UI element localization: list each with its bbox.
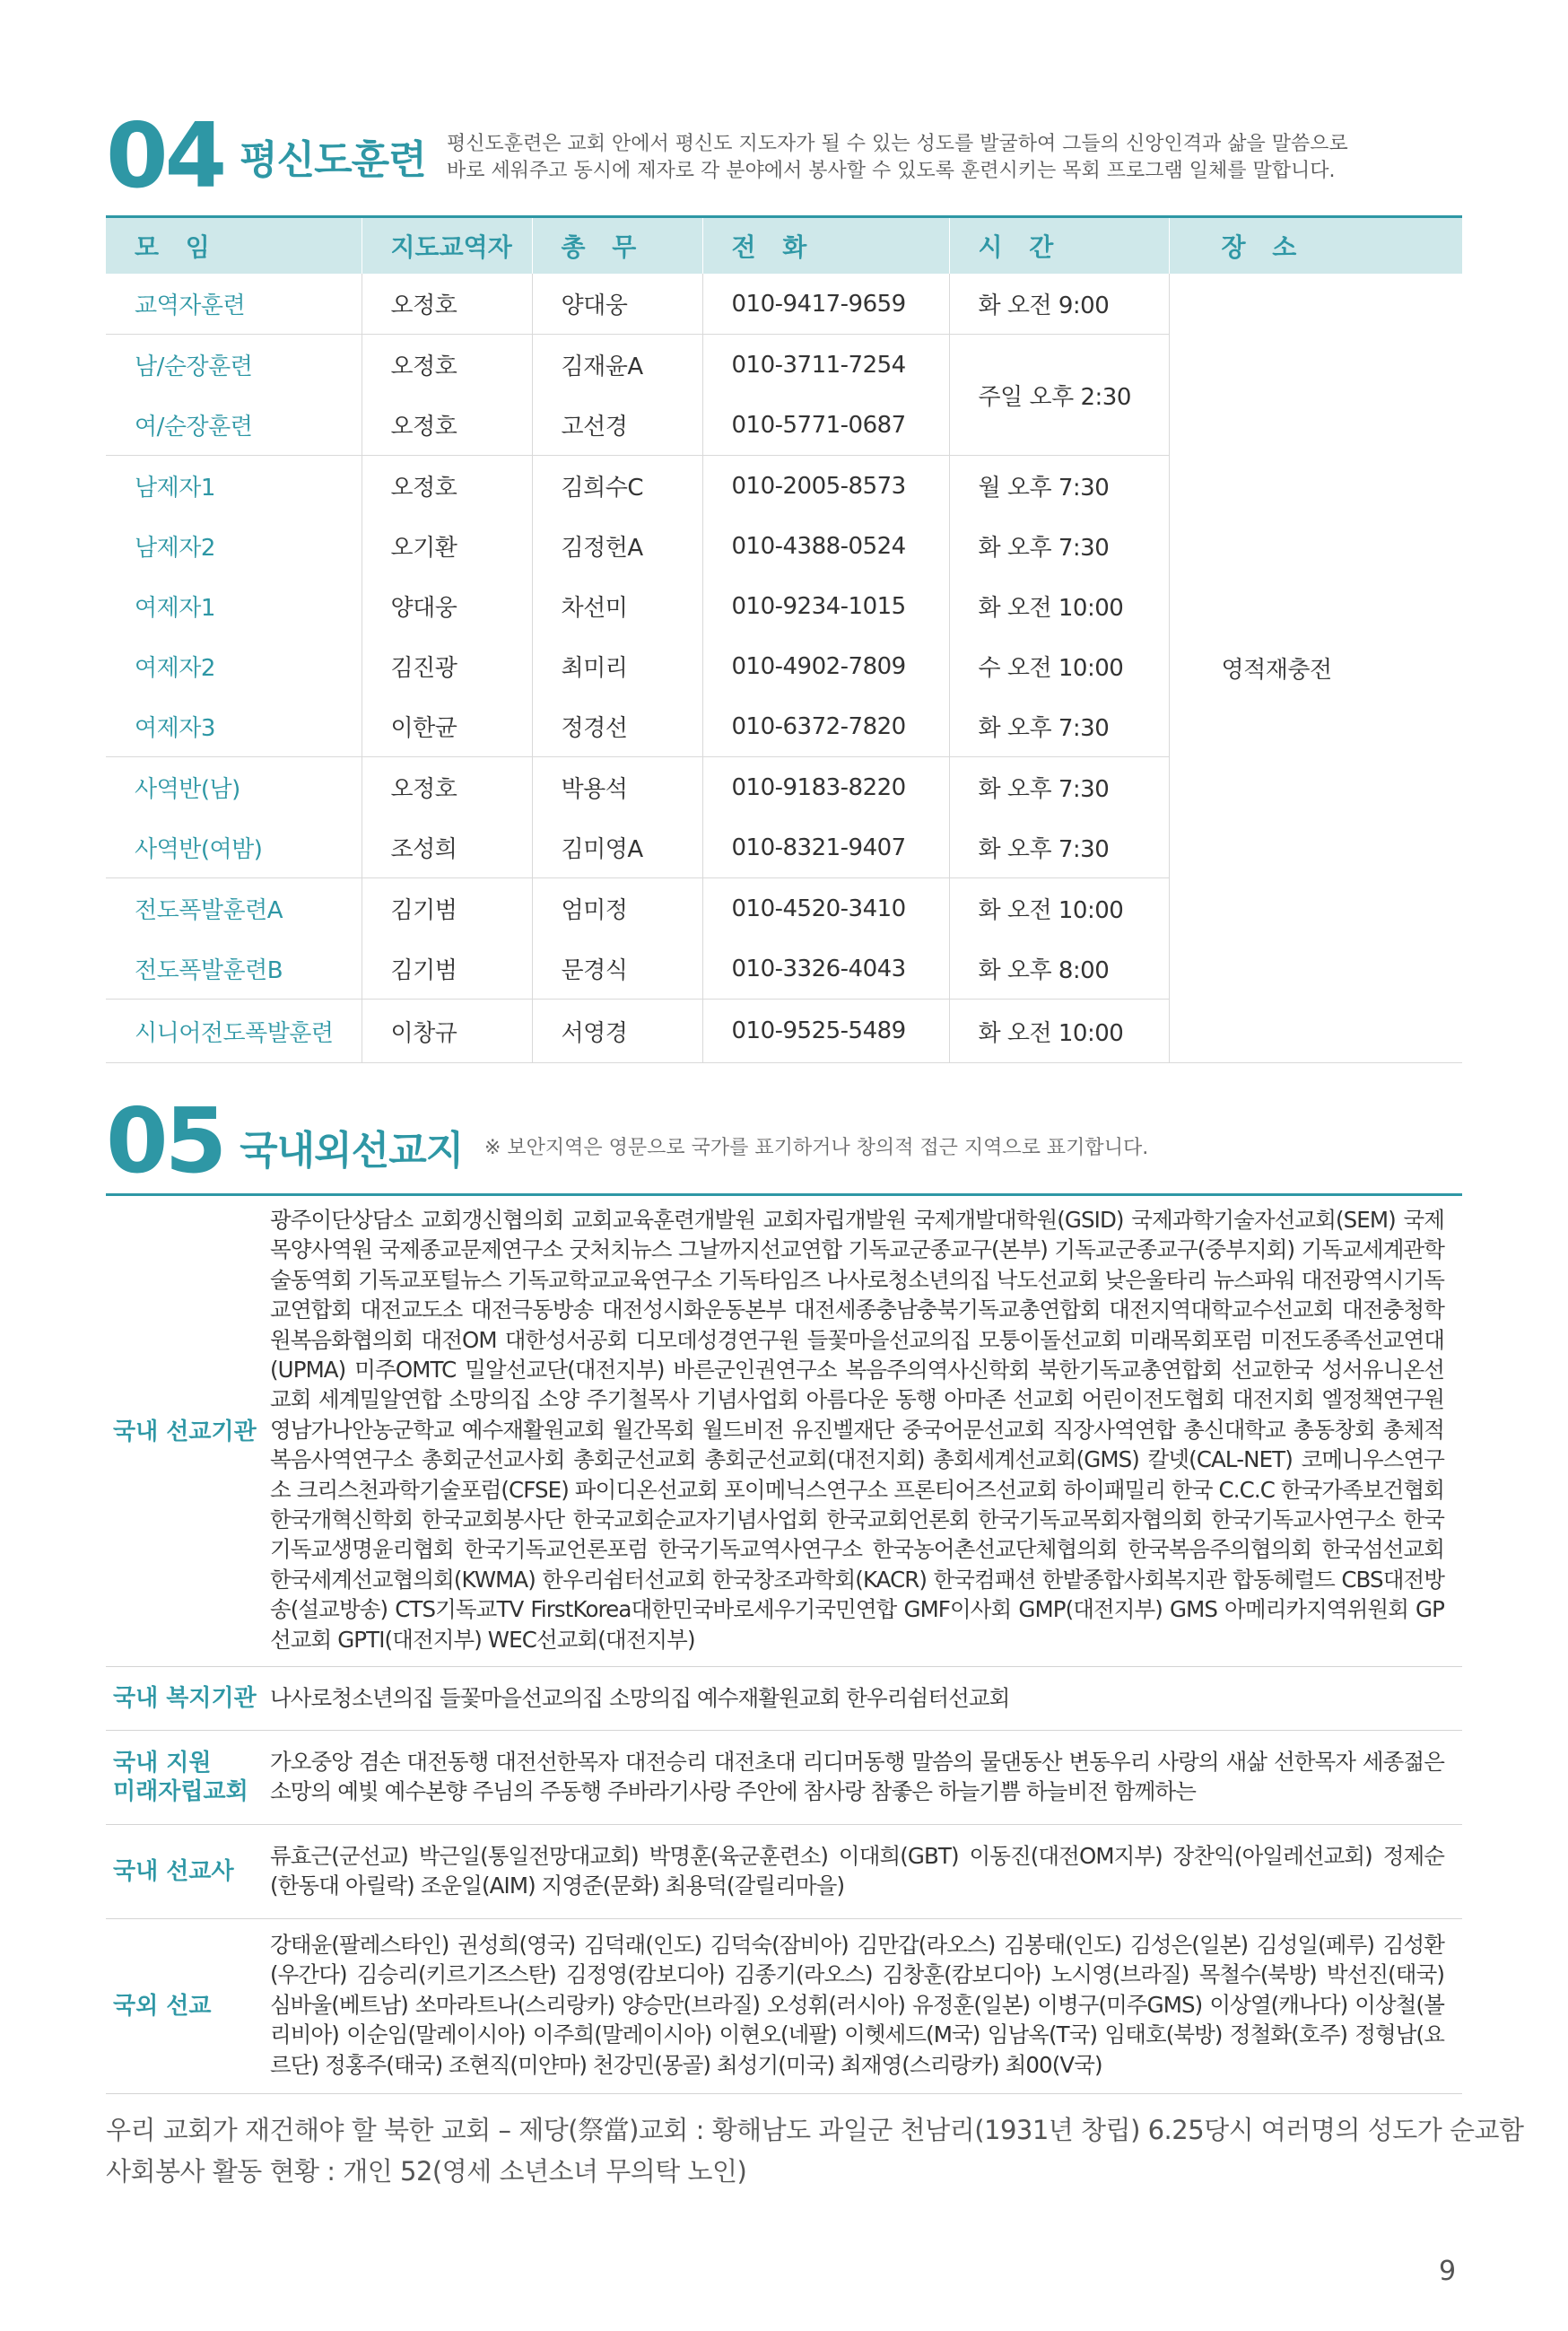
place-cell: 영적재충전	[1169, 274, 1462, 1063]
table-row: 사역반(여밤) 조성희 김미영A 010-8321-9407 화 오후 7:30	[106, 817, 1462, 878]
section-05-header	[106, 1088, 464, 1193]
row-label: 국내 선교기관	[113, 1419, 257, 1445]
table-row: 남제자2 오기환 김정헌A 010-4388-0524 화 오후 7:30	[106, 516, 1462, 576]
table-row: 남제자1 오정호 김희수C 010-2005-8573 월 오후 7:30	[106, 456, 1462, 517]
footer-north-church: 우리 교회가 재건해야 할 북한 교회 – 제당(祭當)교회 : 황해남도 과일군 천남리(1931년 창립) 6.25당시 여러명의 성도가 순교함	[106, 2115, 1524, 2145]
table-row: 전도폭발훈련A 김기범 엄미정 010-4520-3410 화 오전 10:00	[106, 878, 1462, 939]
row-label: 국내 복지기관	[113, 1685, 257, 1712]
section-number: 04	[106, 103, 224, 208]
table-row: 교역자훈련 오정호 양대웅 010-9417-9659 화 오전 9:00 영적재충전	[106, 274, 1462, 335]
table-row: 여제자3 이한균 정경선 010-6372-7820 화 오후 7:30	[106, 696, 1462, 757]
section-description: 평신도훈련은 교회 안에서 평신도 지도자가 될 수 있는 성도를 발굴하여 그들의 신앙인격과 삶을 말씀으로 바로 세워주고 동시에 제자로 각 분야에서 봉사할 수 있도록 훈련시키는 목회 프로그램 일체를 말합니다.	[447, 133, 1348, 182]
merged-time-cell: 주일 오후 2:30	[949, 335, 1169, 456]
col-header-time: 시 간	[949, 217, 1169, 275]
footer-social-service: 사회봉사 활동 현황 : 개인 52(영세 소년소녀 무의탁 노인)	[106, 2156, 747, 2187]
security-note: ※ 보안지역은 영문으로 국가를 표기하거나 창의적 접근 지역으로 표기합니다.	[484, 1137, 1149, 1159]
row-label: 국내 선교사	[113, 1858, 234, 1885]
row-label: 국내 지원 미래자립교회	[113, 1750, 248, 1805]
section-number: 05	[106, 1088, 224, 1193]
table-row: 시니어전도폭발훈련 이창규 서영경 010-9525-5489 화 오전 10:00	[106, 1000, 1462, 1063]
section-04-header	[106, 103, 426, 208]
table-row: 여제자1 양대웅 차선미 010-9234-1015 화 오전 10:00	[106, 576, 1462, 636]
row-domestic-missionaries	[106, 1825, 1462, 1919]
training-table	[106, 215, 1462, 1063]
table-row: 사역반(남) 오정호 박용석 010-9183-8220 화 오후 7:30	[106, 757, 1462, 818]
row-label: 국외 선교	[113, 1993, 212, 2020]
table-header-row	[106, 217, 1462, 275]
row-text: 광주이단상담소 교회갱신협의회 교회교육훈련개발원 교회자립개발원 국제개발대학원(GSID) 국제과학기술자선교회(SEM) 국제목양사역원 국제종교문제연구소 굿처치뉴스 그날까지선교연합 기독교군종교구(본부) 기독교군종교구(중부지회) 기독교세계관학술동역회 기독교포털뉴스 기독교학교교육연구소 기독타임즈 나사로청소년의집 낙도선교회 낮은울타리 뉴스파워 대전광역시기독교연합회 대전교도소 대전극동방송 대전성시화운동본부 대전세종충남충북기독교총연합회 대전지역대학교수선교회 대전충청학원복음화협의회 대전OM 대한성서공회 디모데성경연구원 들꽃마을선교의집 모퉁이돌선교회 미래목회포럼 미전도종족선교연대(UPMA) 미주OMTC 밀알선교단(대전지부) 바른군인권연구소 복음주의역사신학회 북한기독교총연합회 선교한국 성서유니온선교회 세계밀알연합 소망의집 소양 주기철목사 기념사업회 아름다운 동행 아마존 선교회 어린이전도협회 대전지회 엘정책연구원 영남가나안농군학교 예수재활원교회 월간목회 월드비전 유진벨재단 중국어문선교회 직장사역연합 총신대학교 총동창회 총체적복음사역연구소 총회군선교사회 총회군선교회 총회군선교회(대전지회) 총회세계선교회(GMS) 칼넷(CAL-NET) 코메니우스연구소 크리스천과학기술포럼(CFSE) 파이디온선교회 포이메닉스연구소 프론티어즈선교회 하이패밀리 한국 C.C.C 한국가족보건협회 한국개혁신학회 한국교회봉사단 한국교회순교자기념사업회 한국교회언론회 한국기독교목회자협의회 한국기독교사연구소 한국기독교생명윤리협회 한국기독교언론포럼 한국기독교역사연구소 한국농어촌선교단체협의회 한국복음주의협의회 한국섬선교회 한국세계선교협의회(KWMA) 한우리쉼터선교회 한국창조과학회(KACR) 한국컴패션 한밭종합사회복지관 합동헤럴드 CBS대전방송(설교방송) CTS기독교TV FirstKorea대한민국바로세우기국민연합 GMF이사회 GMP(대전지부) GMS 아메리카지역위원회 GP선교회 GPTI(대전지부) WEC선교회(대전지부)	[270, 1207, 1444, 1653]
col-header-group: 모 임	[106, 217, 362, 275]
table-row: 남/순장훈련 오정호 김재윤A 010-3711-7254 주일 오후 2:30	[106, 335, 1462, 396]
row-domestic-welfare	[106, 1667, 1462, 1731]
col-header-leader: 지도교역자	[362, 217, 532, 275]
row-overseas-missions	[106, 1919, 1462, 2094]
page-number: 9	[1439, 2256, 1457, 2287]
table-row: 여/순장훈련 오정호 고선경 010-5771-0687	[106, 395, 1462, 456]
row-text: 류효근(군선교) 박근일(통일전망대교회) 박명훈(육군훈련소) 이대희(GBT) 이동진(대전OM지부) 장찬익(아일레선교회) 정제순(한동대 아릴락) 조운일(AIM) 지영준(문화) 최용덕(갈릴리마을)	[270, 1843, 1444, 1899]
col-header-staff: 총 무	[532, 217, 702, 275]
section-title: 국내외선교지	[240, 1128, 464, 1174]
section-title: 평신도훈련	[240, 137, 426, 183]
table-row: 전도폭발훈련B 김기범 문경식 010-3326-4043 화 오후 8:00	[106, 939, 1462, 1000]
row-text: 가오중앙 겸손 대전동행 대전선한목자 대전승리 대전초대 리디머동행 말씀의 물댄동산 변동우리 사랑의 새삶 선한목자 세종젊은 소망의 예빛 예수본향 주님의 주동행 주바라기사랑 주안에 참사랑 참좋은 하늘기쁨 하늘비전 함께하는	[270, 1749, 1444, 1805]
table-row: 여제자2 김진광 최미리 010-4902-7809 수 오전 10:00	[106, 636, 1462, 696]
row-support-churches	[106, 1731, 1462, 1825]
row-domestic-orgs	[106, 1198, 1462, 1667]
row-text: 강태윤(팔레스타인) 권성희(영국) 김덕래(인도) 김덕숙(잠비아) 김만갑(라오스) 김봉태(인도) 김성은(일본) 김성일(페루) 김성환(우간다) 김승리(키르기즈스탄) 김정영(캄보디아) 김종기(라오스) 김창훈(캄보디아) 노시영(브라질) 목철수(북방) 박선진(태국) 심바울(베트남) 쏘마라트나(스리랑카) 양승만(브라질) 오성휘(러시아) 유정훈(일본) 이병구(미주GMS) 이상열(캐나다) 이상철(볼리비아) 이순임(말레이시아) 이주희(말레이시아) 이현오(네팔) 이헷세드(M국) 임남옥(T국) 임태호(북방) 정철화(호주) 정형남(요르단) 정홍주(태국) 조현직(미얀마) 천강민(몽골) 최성기(미국) 최재영(스리랑카) 최00(V국)	[270, 1932, 1444, 2078]
col-header-place: 장 소	[1169, 217, 1462, 275]
col-header-phone: 전 화	[702, 217, 949, 275]
section-rule	[106, 1193, 1462, 1196]
row-text: 나사로청소년의집 들꽃마을선교의집 소망의집 예수재활원교회 한우리쉼터선교회	[270, 1685, 1010, 1711]
